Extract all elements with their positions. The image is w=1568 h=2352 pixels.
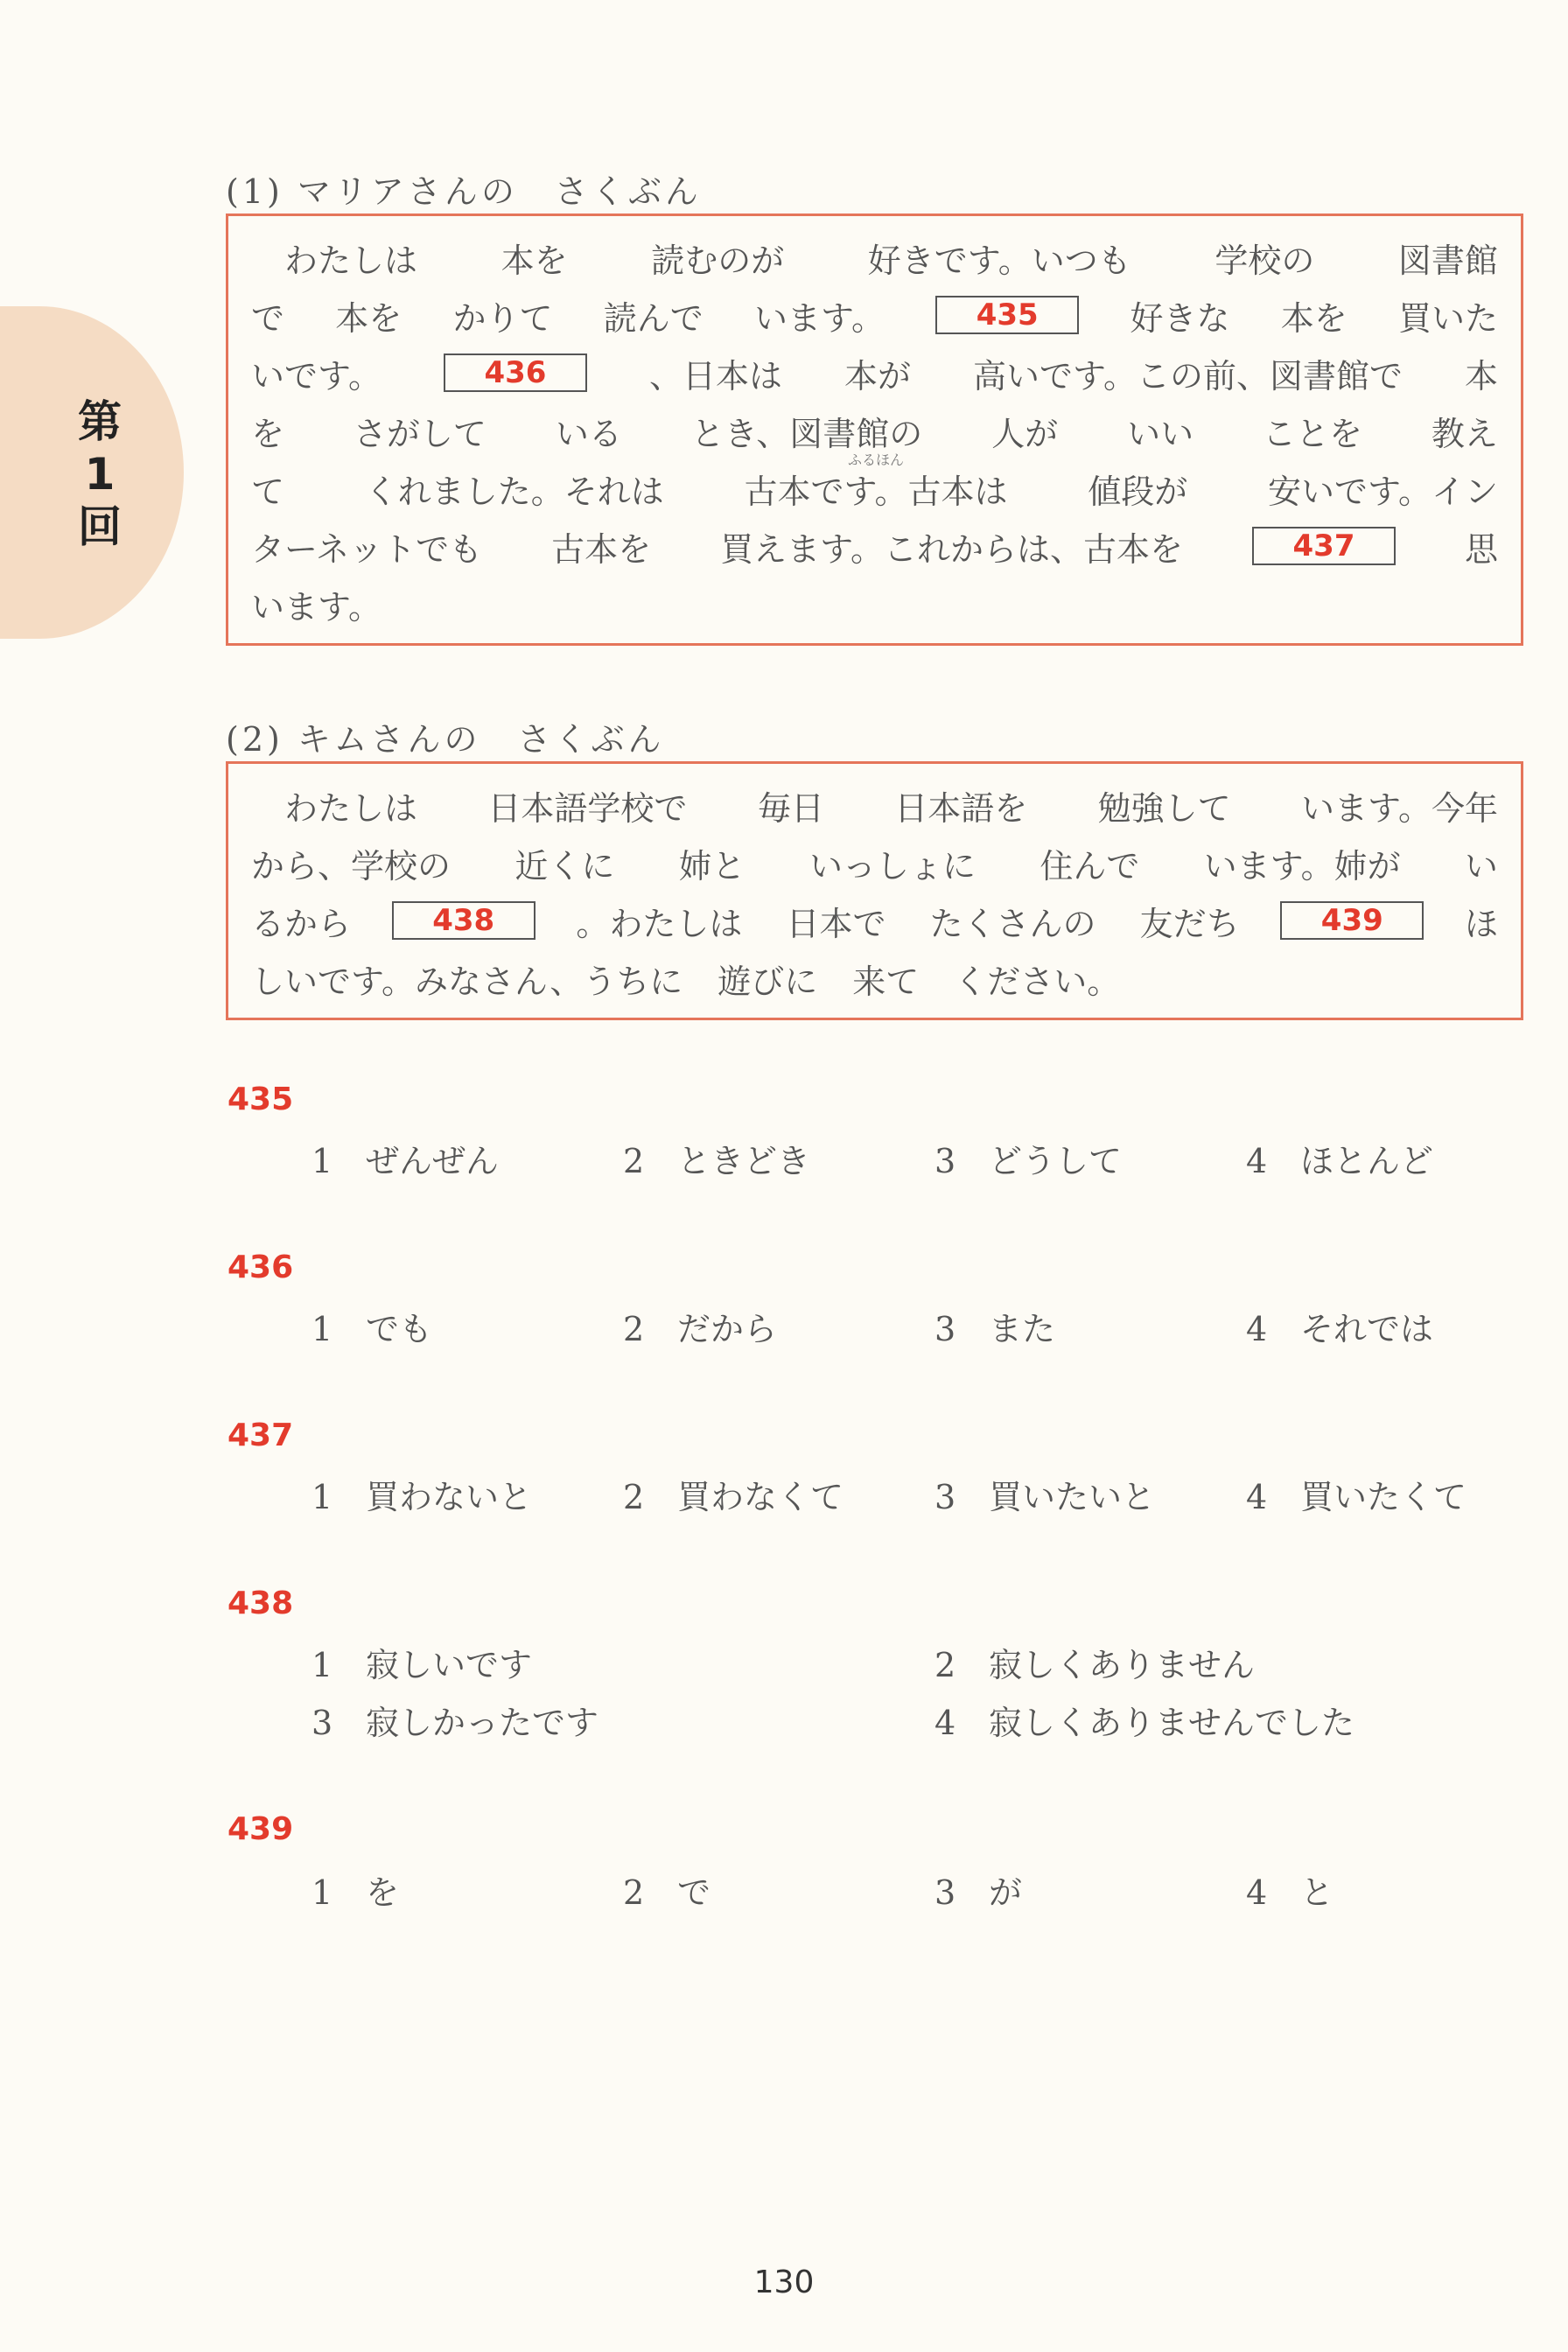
- answer-choice[interactable]: [312, 1134, 499, 1182]
- choice-number: 2: [623, 1142, 645, 1180]
- answer-choice[interactable]: [312, 1302, 432, 1350]
- choice-text: 買わなくて: [677, 1478, 844, 1516]
- answer-choice[interactable]: [312, 1470, 532, 1518]
- word: 読むのが: [651, 241, 785, 280]
- ruby-word: [744, 451, 1008, 513]
- word: ことを: [1263, 414, 1363, 453]
- word: 買えます。これからは、古本を: [720, 529, 1184, 569]
- word: 。わたしは 日本で たくさんの 友だち: [576, 904, 1240, 943]
- word: ターネットでも: [251, 529, 483, 569]
- word: 、日本は: [648, 356, 782, 396]
- answer-choice[interactable]: [312, 1638, 532, 1686]
- blank-437[interactable]: 437: [1252, 527, 1396, 565]
- passage2-line: [251, 776, 1498, 834]
- word: 本を: [335, 298, 402, 338]
- choice-number: 1: [312, 1646, 333, 1684]
- choice-text: 買いたいと: [989, 1478, 1156, 1516]
- answer-choice[interactable]: [934, 1696, 1354, 1744]
- choice-number: 4: [1246, 1142, 1268, 1180]
- word: 姉と: [678, 846, 746, 886]
- word: 毎日: [757, 788, 824, 828]
- word: 日本語を: [894, 788, 1028, 828]
- word: 値段が: [1088, 472, 1188, 511]
- word: 好きな: [1130, 298, 1230, 338]
- question-number: 435: [228, 1082, 294, 1117]
- passage1-line: [251, 451, 1498, 517]
- choice-text: で: [677, 1873, 711, 1912]
- word: 教え: [1431, 414, 1498, 453]
- choice-number: 4: [1246, 1873, 1268, 1912]
- word: わたしは: [251, 788, 418, 828]
- choice-text: が: [989, 1873, 1023, 1912]
- word: くれました。それは: [364, 472, 664, 511]
- word: います。: [251, 587, 382, 626]
- page-number: 130: [753, 2264, 815, 2300]
- passage1-box: [226, 214, 1523, 646]
- word: とき、図書館の: [690, 414, 923, 453]
- choice-number: 4: [1246, 1478, 1268, 1516]
- passage2-title: (2) キムさんの さくぶん: [226, 720, 665, 759]
- choice-number: 2: [934, 1646, 956, 1684]
- choice-number: 2: [623, 1310, 645, 1348]
- word: さがして: [353, 414, 486, 453]
- word: 勉強して: [1097, 788, 1231, 828]
- word: ほ: [1464, 904, 1498, 943]
- choice-text: 寂しくありません: [989, 1646, 1256, 1684]
- blank-438[interactable]: 438: [392, 901, 536, 940]
- answer-choice[interactable]: [623, 1302, 777, 1350]
- passage1-line: [251, 575, 1498, 633]
- answer-choice[interactable]: [623, 1866, 710, 1914]
- word: 本を: [500, 241, 568, 280]
- passage2-line: [251, 949, 1498, 1007]
- question-number: 437: [228, 1418, 294, 1453]
- choice-text: ぜんぜん: [366, 1142, 500, 1180]
- passage1-line: [251, 228, 1498, 286]
- chapter-label: [65, 396, 135, 553]
- question-number: 438: [228, 1586, 294, 1621]
- ruby-base: 古本: [744, 472, 811, 511]
- word: 図書館: [1397, 241, 1498, 280]
- answer-choice[interactable]: [1246, 1302, 1433, 1350]
- word: いる: [555, 414, 622, 453]
- answer-choice[interactable]: [1246, 1470, 1466, 1518]
- answer-choice[interactable]: [312, 1696, 598, 1744]
- chapter-label-char: 第: [78, 396, 122, 447]
- choice-text: 寂しくありませんでした: [989, 1704, 1355, 1742]
- word: 古本を: [551, 529, 652, 569]
- word: 思: [1464, 529, 1498, 569]
- word: います。: [754, 298, 885, 338]
- choice-text: また: [989, 1310, 1056, 1348]
- word: しいです。みなさん、うちに: [251, 962, 683, 1001]
- word: 住んで: [1040, 846, 1140, 886]
- word: 本: [1464, 356, 1498, 396]
- word: 高いです。この前、図書館で: [973, 356, 1403, 396]
- question-number: 436: [228, 1250, 294, 1285]
- blank-436[interactable]: 436: [444, 354, 587, 392]
- answer-choice[interactable]: [934, 1470, 1155, 1518]
- passage1-line: [251, 344, 1498, 402]
- word: で: [251, 298, 285, 338]
- answer-choice[interactable]: [1246, 1134, 1433, 1182]
- choice-number: 3: [934, 1310, 956, 1348]
- word: います。今年: [1301, 788, 1498, 828]
- word: います。姉が: [1203, 846, 1401, 886]
- choice-text: ほとんど: [1300, 1142, 1434, 1180]
- choice-number: 1: [312, 1310, 333, 1348]
- answer-choice[interactable]: [1246, 1866, 1334, 1914]
- passage1-line: [251, 517, 1498, 575]
- choice-number: 3: [312, 1704, 333, 1742]
- word: ください。: [954, 962, 1121, 1001]
- choice-number: 4: [1246, 1310, 1268, 1348]
- word: 安いです。イン: [1268, 472, 1498, 511]
- choice-number: 2: [623, 1873, 645, 1912]
- word: いです。: [251, 356, 382, 396]
- chapter-label-char: 回: [78, 501, 122, 552]
- answer-choice[interactable]: [934, 1134, 1122, 1182]
- passage1-title: (1) マリアさんの さくぶん: [226, 172, 702, 211]
- choice-number: 2: [623, 1478, 645, 1516]
- blank-439[interactable]: 439: [1280, 901, 1424, 940]
- passage2-line: [251, 834, 1498, 892]
- answer-choice[interactable]: [623, 1134, 810, 1182]
- word: るから: [251, 904, 352, 943]
- word: です。古本は: [810, 472, 1008, 511]
- word: わたしは: [251, 241, 418, 280]
- passage2-line: [251, 892, 1498, 949]
- choice-text: ときどき: [677, 1142, 811, 1180]
- word: を: [251, 414, 285, 453]
- word: 好きです。いつも: [867, 241, 1131, 280]
- choice-number: 1: [312, 1478, 333, 1516]
- choice-number: 4: [934, 1704, 956, 1742]
- passage2-box: [226, 761, 1523, 1020]
- choice-number: 1: [312, 1873, 333, 1912]
- answer-choice[interactable]: [312, 1866, 399, 1914]
- choice-text: 寂しいです: [366, 1646, 533, 1684]
- choice-text: だから: [677, 1310, 778, 1348]
- choice-text: を: [366, 1873, 400, 1912]
- answer-choice[interactable]: [934, 1638, 1255, 1686]
- word: 買いた: [1397, 298, 1498, 338]
- word: い: [1464, 846, 1498, 886]
- blank-435[interactable]: 435: [935, 296, 1079, 334]
- word: かりて: [452, 298, 553, 338]
- choice-number: 1: [312, 1142, 333, 1180]
- word: 遊びに: [718, 962, 818, 1001]
- word: 本が: [844, 356, 911, 396]
- ruby-furigana: ふるほん: [848, 451, 905, 468]
- choice-number: 3: [934, 1873, 956, 1912]
- choice-text: それでは: [1300, 1310, 1434, 1348]
- word: 本を: [1280, 298, 1348, 338]
- answer-choice[interactable]: [623, 1470, 844, 1518]
- word: から、学校の: [251, 846, 452, 886]
- passage1-line: [251, 286, 1498, 344]
- choice-text: でも: [366, 1310, 433, 1348]
- choice-text: どうして: [989, 1142, 1123, 1180]
- word: 来て: [852, 962, 920, 1001]
- choice-text: 寂しかったです: [366, 1704, 599, 1742]
- word: いい: [1127, 414, 1194, 453]
- choice-text: と: [1300, 1873, 1334, 1912]
- word: いっしょに: [808, 846, 976, 886]
- word: 日本語学校で: [487, 788, 688, 828]
- choice-number: 3: [934, 1478, 956, 1516]
- answer-choice[interactable]: [934, 1302, 1055, 1350]
- choice-number: 3: [934, 1142, 956, 1180]
- word: 人が: [991, 414, 1059, 453]
- question-number: 439: [228, 1811, 294, 1847]
- answer-choice[interactable]: [934, 1866, 1022, 1914]
- chapter-label-char: 1: [84, 449, 116, 500]
- word: 読んで: [603, 298, 704, 338]
- choice-text: 買いたくて: [1300, 1478, 1467, 1516]
- choice-text: 買わないと: [366, 1478, 533, 1516]
- word: て: [251, 472, 285, 511]
- word: 学校の: [1214, 241, 1315, 280]
- word: 近くに: [514, 846, 615, 886]
